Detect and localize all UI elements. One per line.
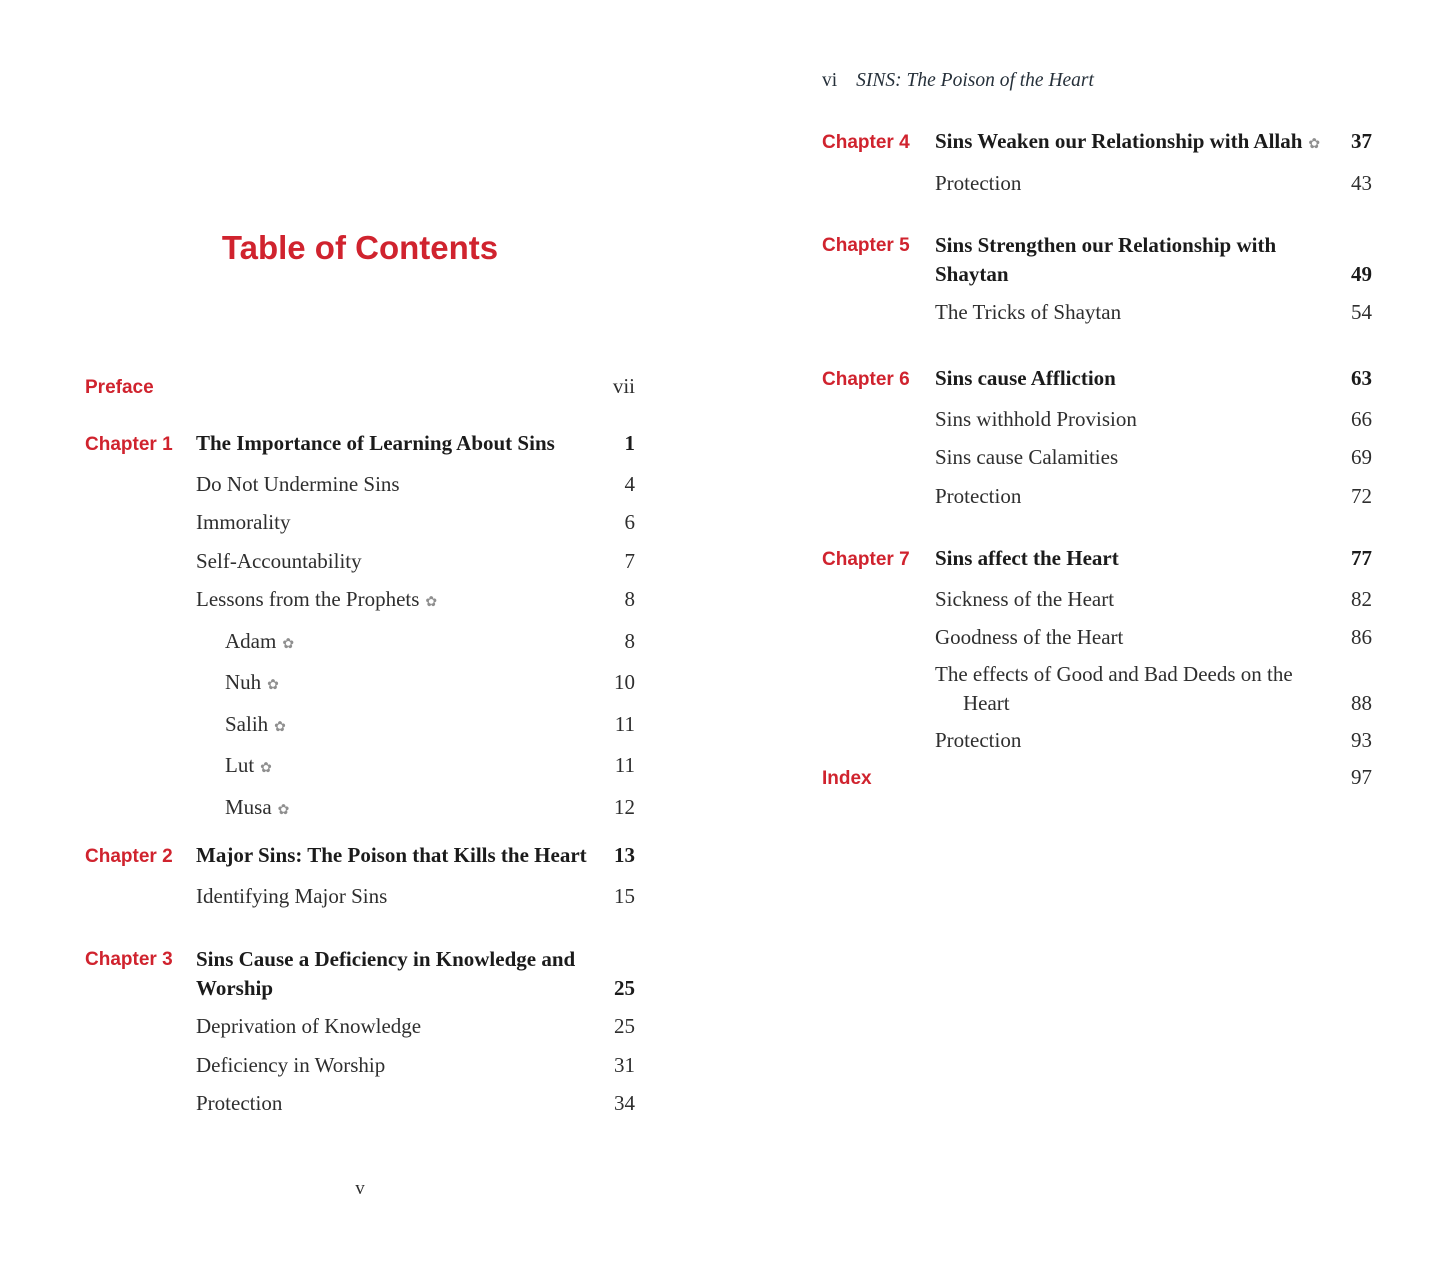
entry-title: The Tricks of Shaytan [935, 300, 1122, 324]
entry-title: Self-Accountability [196, 548, 362, 573]
alayhis-salam-icon: ✿ [274, 718, 286, 735]
page-number: 8 [624, 587, 635, 611]
chapter-label: Chapter 6 [822, 369, 910, 390]
chapter4-group [822, 122, 1372, 202]
index-label: Index [822, 768, 872, 789]
entry-title: Salih [225, 711, 269, 736]
chapter-title-line2: Worship [196, 976, 274, 1000]
page-number: 11 [614, 753, 635, 777]
toc-entry-chapter7 [822, 539, 1372, 580]
toc-entry [85, 503, 635, 542]
toc-entry [85, 622, 635, 664]
toc-entry-index [822, 758, 1372, 799]
toc-entry-chapter4 [822, 122, 1372, 164]
page-number: 10 [614, 670, 635, 694]
entry-title: Sickness of the Heart [935, 586, 1115, 611]
entry-title: Immorality [196, 510, 291, 534]
toc-entry [822, 438, 1372, 477]
page-number: 6 [624, 510, 635, 534]
chapter-title: The Importance of Learning About Sins [196, 431, 555, 455]
page-number: 15 [614, 883, 635, 908]
chapter-label: Chapter 2 [85, 846, 173, 867]
entry-title-line2: Heart [963, 690, 1010, 715]
alayhis-salam-icon: ✿ [282, 635, 295, 652]
chapter6-group [822, 359, 1372, 515]
chapter-label: Chapter 4 [822, 132, 910, 153]
toc-entry [85, 663, 635, 705]
entry-title: Protection [196, 1091, 283, 1115]
chapter2-group [85, 836, 635, 915]
page-number: 7 [624, 548, 635, 573]
chapter-title: Sins cause Affliction [935, 366, 1116, 390]
page-number: 12 [614, 794, 635, 819]
page-number: 88 [1351, 690, 1372, 715]
preface-label: Preface [85, 377, 154, 398]
entry-title: Adam [225, 628, 277, 653]
page-number: 77 [1351, 546, 1372, 570]
page-number: 63 [1351, 366, 1372, 390]
toc-page-title: Table of Contents [221, 229, 499, 266]
entry-title: Lessons from the Prophets [196, 587, 420, 611]
page-number: 43 [1351, 170, 1372, 195]
toc-entry-chapter2 [85, 836, 635, 877]
toc-entry [85, 877, 635, 916]
toc-entry [85, 580, 635, 622]
page-number: 54 [1351, 300, 1372, 324]
entry-title: Protection [935, 727, 1022, 752]
toc-entry-chapter1 [85, 424, 635, 465]
toc-entry [85, 465, 635, 504]
toc-entry [822, 618, 1372, 657]
entry-title: Sins withhold Provision [935, 406, 1137, 431]
entry-title: Identifying Major Sins [196, 883, 388, 908]
page-number: 25 [614, 976, 635, 1000]
page-number: vii [612, 374, 635, 398]
running-title: SINS: The Poison of the Heart [856, 70, 1094, 91]
toc-entry [822, 721, 1372, 760]
page-number: 8 [624, 628, 635, 653]
chapter3-group [85, 945, 635, 1123]
toc-entry [85, 705, 635, 747]
entry-title: Protection [935, 170, 1022, 195]
chapter-label: Chapter 5 [822, 235, 910, 256]
chapter-label: Chapter 7 [822, 549, 910, 570]
toc-entry-chapter5 [822, 231, 1372, 289]
page-number: 72 [1351, 483, 1372, 508]
toc-entry-chapter3 [85, 945, 635, 1003]
chapter1-group [85, 424, 635, 829]
chapter-title: Major Sins: The Poison that Kills the Heart [196, 843, 587, 867]
toc-entry-chapter6 [822, 359, 1372, 400]
page-number: 82 [1351, 586, 1372, 611]
running-header [822, 66, 1372, 96]
toc-entry [85, 542, 635, 581]
toc-entry [822, 580, 1372, 619]
alayhis-salam-icon: ✿ [277, 801, 290, 818]
entry-title: Do Not Undermine Sins [196, 471, 400, 496]
chapter-label: Chapter 1 [85, 434, 173, 455]
toc-entry [822, 400, 1372, 439]
toc-entry [85, 1084, 635, 1123]
page-number: 86 [1351, 625, 1372, 649]
entry-title: Deprivation of Knowledge [196, 1014, 422, 1038]
page-number: 69 [1351, 445, 1372, 469]
page-number: 66 [1351, 406, 1372, 431]
entry-title: Sins cause Calamities [935, 445, 1119, 469]
toc-entry [85, 788, 635, 830]
folio-page-number: v [355, 1178, 365, 1199]
toc-entry [822, 164, 1372, 203]
chapter-label: Chapter 3 [85, 949, 173, 970]
entry-title: Musa [225, 794, 272, 819]
jalla-jalaluhu-icon: ✿ [1308, 136, 1321, 152]
alayhis-salam-icon: ✿ [267, 677, 279, 693]
entry-title: Deficiency in Worship [196, 1052, 386, 1077]
page-number: 13 [614, 843, 635, 867]
page-number: 97 [1351, 765, 1372, 789]
toc-entry [85, 1046, 635, 1085]
page-number: 11 [614, 711, 635, 736]
chapter-title-line1: Sins Cause a Deficiency in Knowledge and [196, 947, 576, 971]
toc-entry [85, 746, 635, 788]
chapter-title: Sins Weaken our Relationship with Allah [935, 129, 1303, 153]
alayhis-salam-icon: ✿ [260, 760, 272, 776]
entry-title: Nuh [225, 670, 262, 694]
toc-entry [822, 660, 1372, 718]
alayhis-salam-icon: ✿ [425, 594, 438, 610]
chapter7-group [822, 539, 1372, 759]
entry-title-line1: The effects of Good and Bad Deeds on the [935, 661, 1293, 686]
folio-page-number: vi [822, 70, 838, 91]
page-number: 34 [614, 1091, 635, 1115]
chapter5-group [822, 231, 1372, 332]
toc-entry-preface [85, 367, 635, 408]
entry-title: Lut [225, 753, 255, 777]
toc-entry [85, 1007, 635, 1046]
chapter-title-line2: Shaytan [935, 262, 1009, 286]
chapter-title: Sins affect the Heart [935, 546, 1119, 570]
entry-title: Protection [935, 483, 1022, 508]
page-number: 37 [1351, 129, 1372, 153]
page-number: 31 [614, 1052, 635, 1077]
entry-title: Goodness of the Heart [935, 625, 1124, 649]
page-number: 1 [624, 431, 635, 455]
toc-entry [822, 477, 1372, 516]
page-number: 49 [1351, 262, 1372, 286]
chapter-title-line1: Sins Strengthen our Relationship with [935, 233, 1277, 257]
page-number: 93 [1351, 727, 1372, 752]
toc-entry [822, 293, 1372, 332]
page-number: 25 [614, 1014, 635, 1038]
page-number: 4 [624, 471, 635, 496]
